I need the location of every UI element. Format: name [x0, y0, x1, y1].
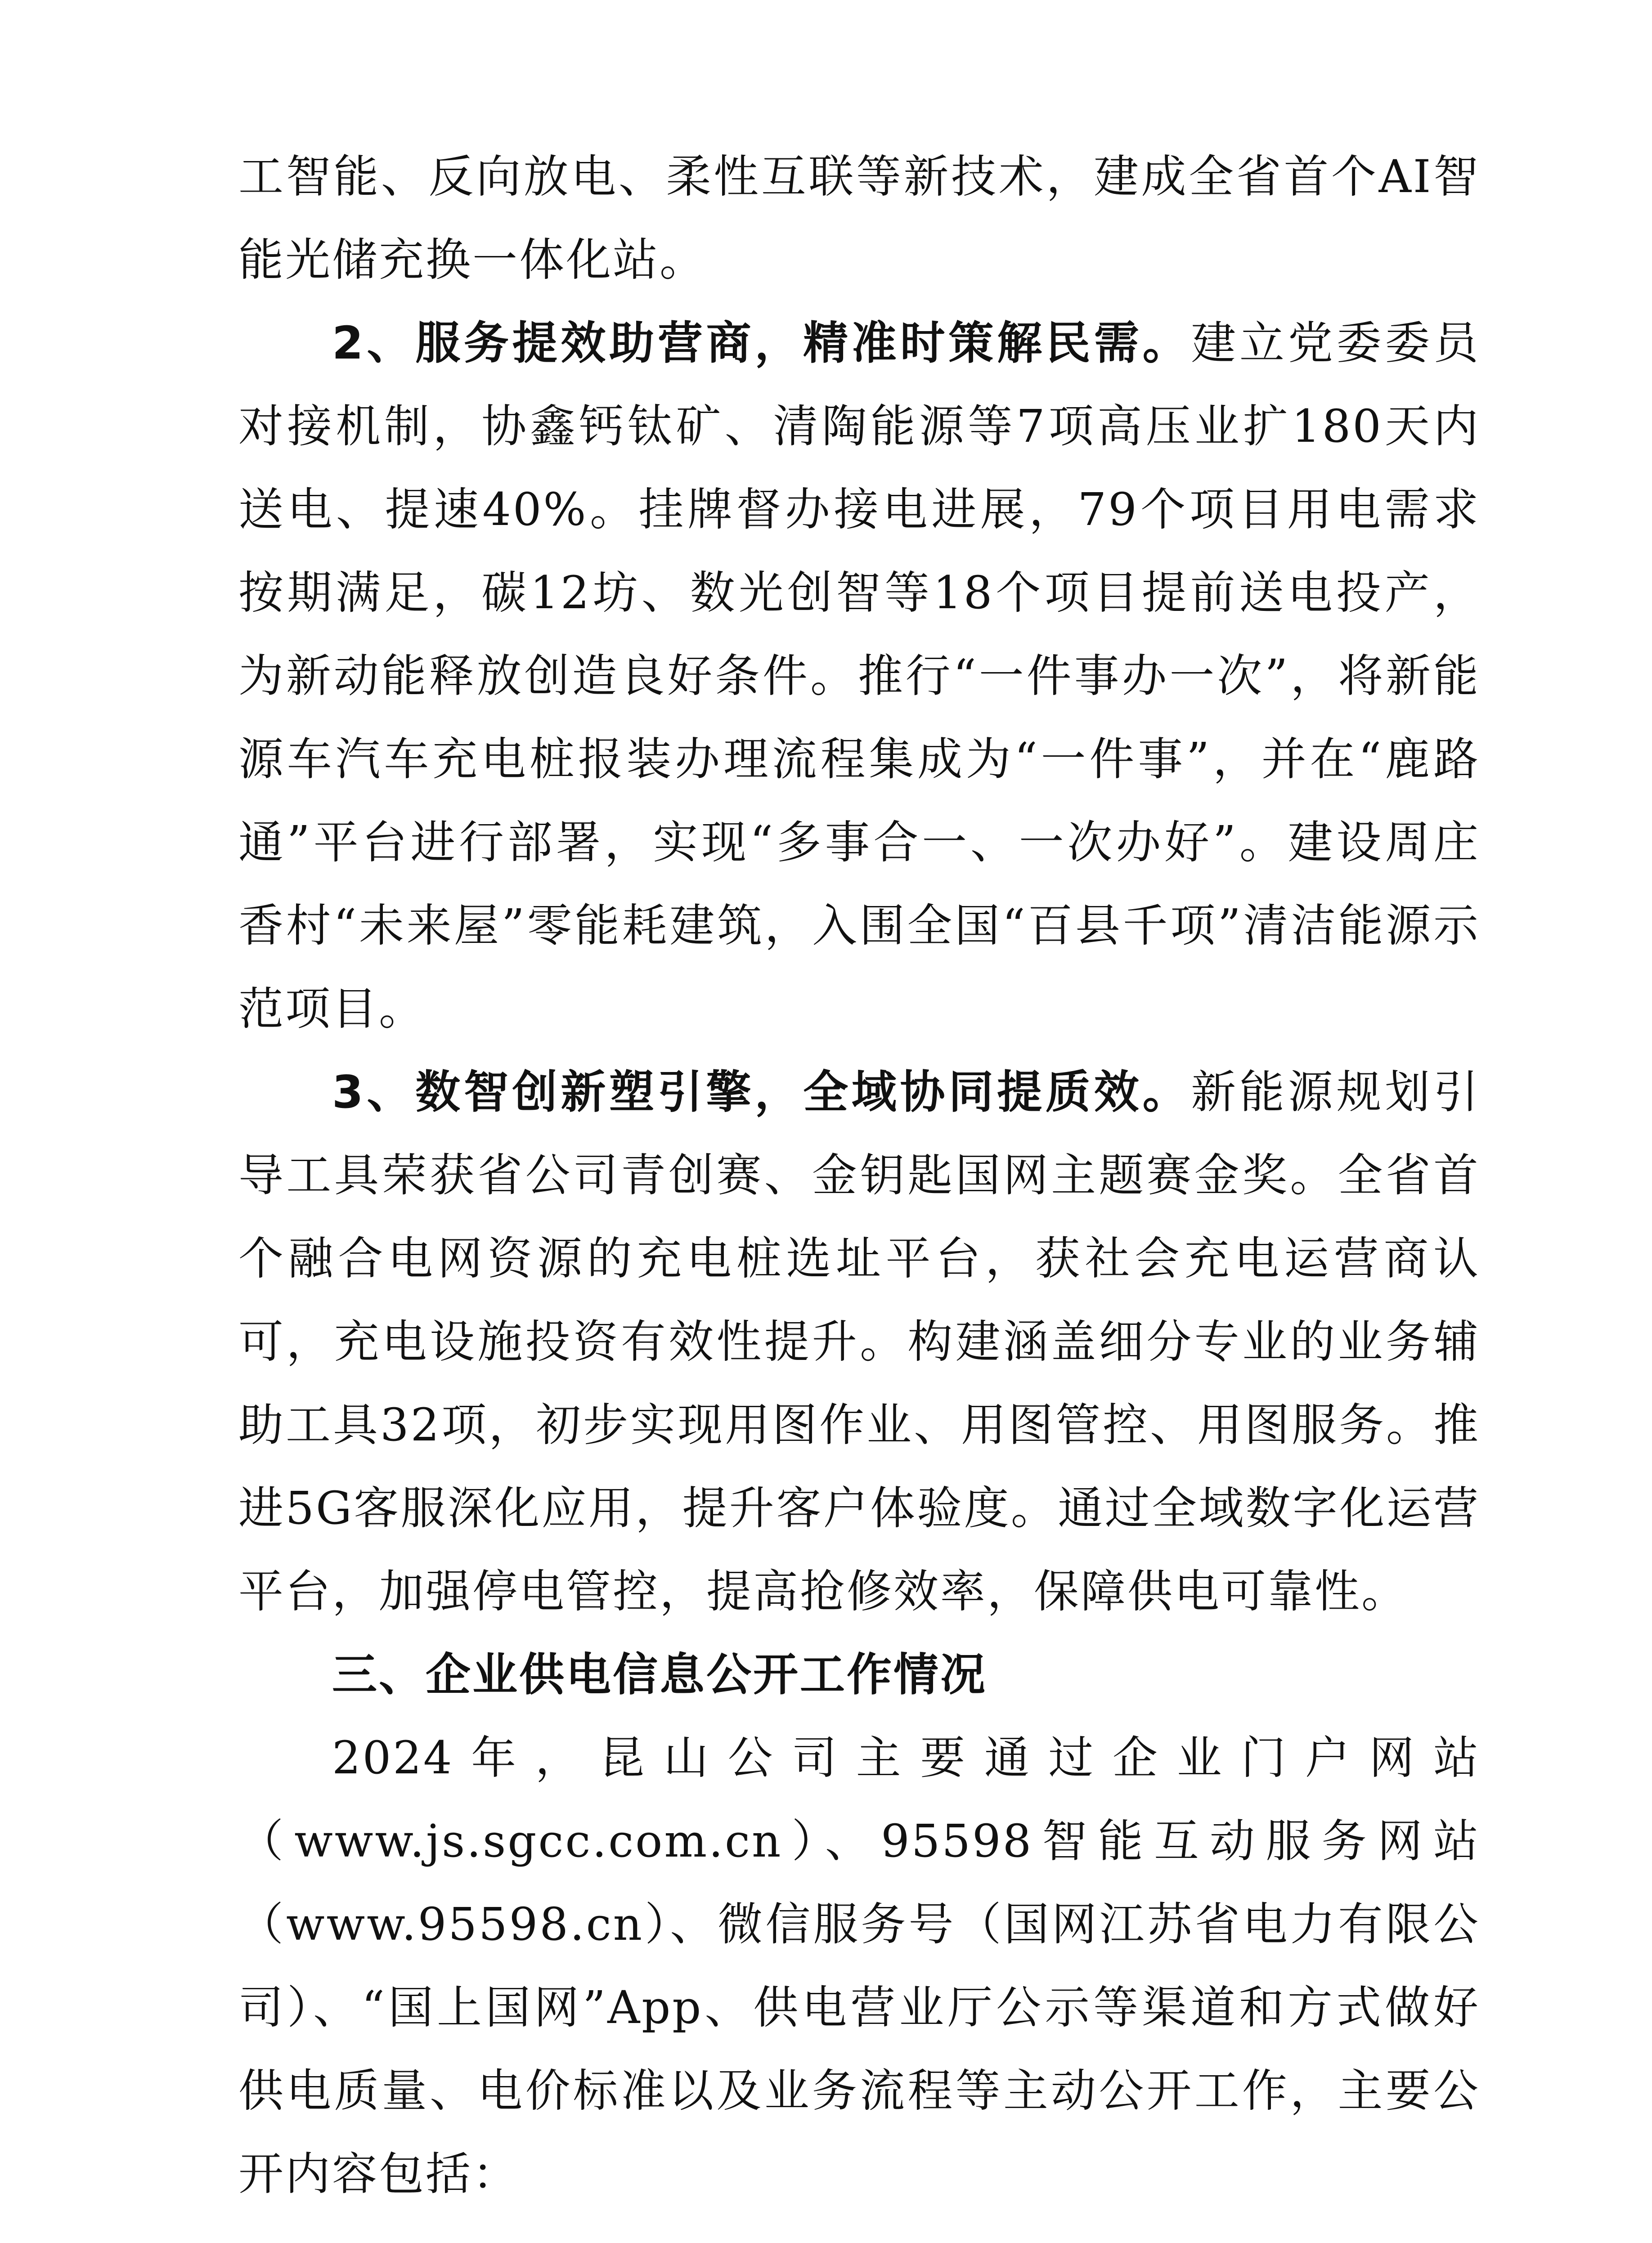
paragraph-lead-heading: 3、数智创新塑引擎，全域协同提质效。: [332, 1066, 1191, 1118]
document-body: [238, 135, 1480, 2216]
paragraph-digital-innovation: [238, 1050, 1480, 1633]
paragraph-text: 2024年，昆山公司主要通过企业门户网站（www.js.sgcc.com.cn）、95598智能互动服务网站（www.95598.cn）、微信服务号（国网江苏省电力有限公司）、“国上国网”App、供电营业厅公示等渠道和方式做好供电质量、电价标准以及业务流程等主动公开工作，主要公开内容包括：: [238, 1732, 1480, 2200]
paragraph-text: 工智能、反向放电、柔性互联等新技术，建成全省首个AI智能光储充换一体化站。: [238, 150, 1480, 286]
paragraph-lead-heading: 2、服务提效助营商，精准时策解民需。: [332, 317, 1191, 369]
paragraph-continuation: [238, 135, 1480, 301]
paragraph-text: 新能源规划引导工具荣获省公司青创赛、金钥匙国网主题赛金奖。全省首个融合电网资源的充电桩选址平台，获社会充电运营商认可，充电设施投资有效性提升。构建涵盖细分专业的业务辅助工具32项，初步实现用图作业、用图管控、用图服务。推进5G客服深化应用，提升客户体验度。通过全域数字化运营平台，加强停电管控，提高抢修效率，保障供电可靠性。: [238, 1066, 1480, 1618]
paragraph-disclosure: [238, 1716, 1480, 2216]
section-heading: 三、企业供电信息公开工作情况: [332, 1648, 987, 1701]
paragraph-service-efficiency: [238, 301, 1480, 1050]
paragraph-text: 建立党委委员对接机制，协鑫钙钛矿、清陶能源等7项高压业扩180天内送电、提速40%。挂牌督办接电进展，79个项目用电需求按期满足，碳12坊、数光创智等18个项目提前送电投产，为新动能释放创造良好条件。推行“一件事办一次”，将新能源车汽车充电桩报装办理流程集成为“一件事”，并在“鹿路通”平台进行部署，实现“多事合一、一次办好”。建设周庄香村“未来屋”零能耗建筑，入围全国“百县千项”清洁能源示范项目。: [238, 317, 1480, 1035]
